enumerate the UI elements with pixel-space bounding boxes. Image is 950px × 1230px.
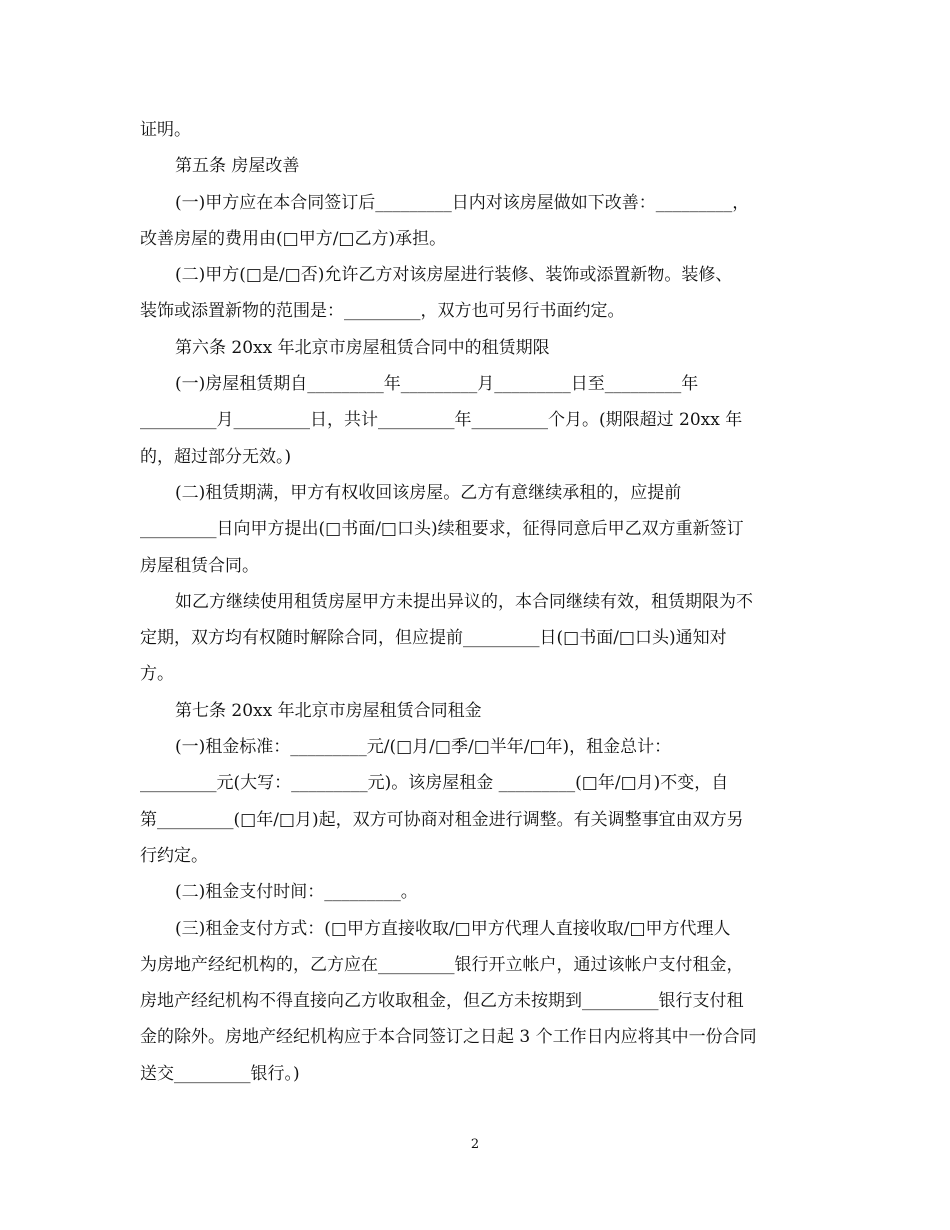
page-number: 2 bbox=[470, 1137, 480, 1152]
text-line: 房地产经纪机构不得直接向乙方收取租金，但乙方未按期到_________银行支付租 bbox=[140, 991, 744, 1012]
text-line: 为房地产经纪机构的，乙方应在_________银行开立帐户，通过该帐户支付租金， bbox=[140, 954, 744, 975]
text-line: 第六条 20xx 年北京市房屋租赁合同中的租赁期限 bbox=[175, 337, 550, 358]
text-line: _________日向甲方提出(□书面/□口头)续租要求，征得同意后甲乙双方重新签订 bbox=[140, 519, 744, 540]
text-line: 改善房屋的费用由(□甲方/□乙方)承担。 bbox=[140, 228, 447, 249]
text-line: 金的除外。房地产经纪机构应于本合同签订之日起 3 个工作日内应将其中一份合同 bbox=[140, 1027, 757, 1048]
text-line: _________月_________日，共计_________年_________个月。(期限超过 20xx 年 bbox=[140, 410, 743, 431]
text-line: 方。 bbox=[140, 664, 174, 685]
text-line: 如乙方继续使用租赁房屋甲方未提出异议的，本合同继续有效，租赁期限为不 bbox=[175, 591, 753, 612]
text-line: (三)租金支付方式：(□甲方直接收取/□甲方代理人直接收取/□甲方代理人 bbox=[175, 918, 731, 939]
text-line: 第_________(□年/□月)起，双方可协商对租金进行调整。有关调整事宜由双方另 bbox=[140, 809, 744, 830]
text-line: 第五条 房屋改善 bbox=[175, 156, 300, 177]
text-line: 定期，双方均有权随时解除合同，但应提前_________日(□书面/□口头)通知对 bbox=[140, 628, 727, 649]
text-line: 第七条 20xx 年北京市房屋租赁合同租金 bbox=[175, 700, 482, 721]
text-line: (二)租金支付时间：_________。 bbox=[175, 882, 418, 903]
text-line: (一)甲方应在本合同签订后_________日内对该房屋做如下改善：_________， bbox=[175, 192, 750, 213]
text-line: _________元(大写：_________元)。该房屋租金 _________(□年/□月)不变，自 bbox=[140, 773, 729, 794]
document-body bbox=[140, 112, 810, 1092]
text-line: 送交_________银行。) bbox=[140, 1063, 300, 1084]
text-line: 房屋租赁合同。 bbox=[140, 555, 259, 576]
text-line: 证明。 bbox=[140, 120, 191, 140]
text-line: (一)房屋租赁期自_________年_________月_________日至_________年 bbox=[175, 374, 699, 395]
text-line: 装饰或添置新物的范围是：_________，双方也可另行书面约定。 bbox=[140, 301, 625, 322]
text-line: 行约定。 bbox=[140, 845, 208, 866]
text-line: (二)甲方(□是/□否)允许乙方对该房屋进行装修、装饰或添置新物。装修、 bbox=[175, 265, 733, 286]
text-line: (一)租金标准：_________元/(□月/□季/□半年/□年)，租金总计： bbox=[175, 737, 672, 758]
text-line: 的，超过部分无效。) bbox=[140, 446, 292, 467]
text-line: (二)租赁期满，甲方有权收回该房屋。乙方有意继续承租的，应提前 bbox=[175, 482, 682, 503]
